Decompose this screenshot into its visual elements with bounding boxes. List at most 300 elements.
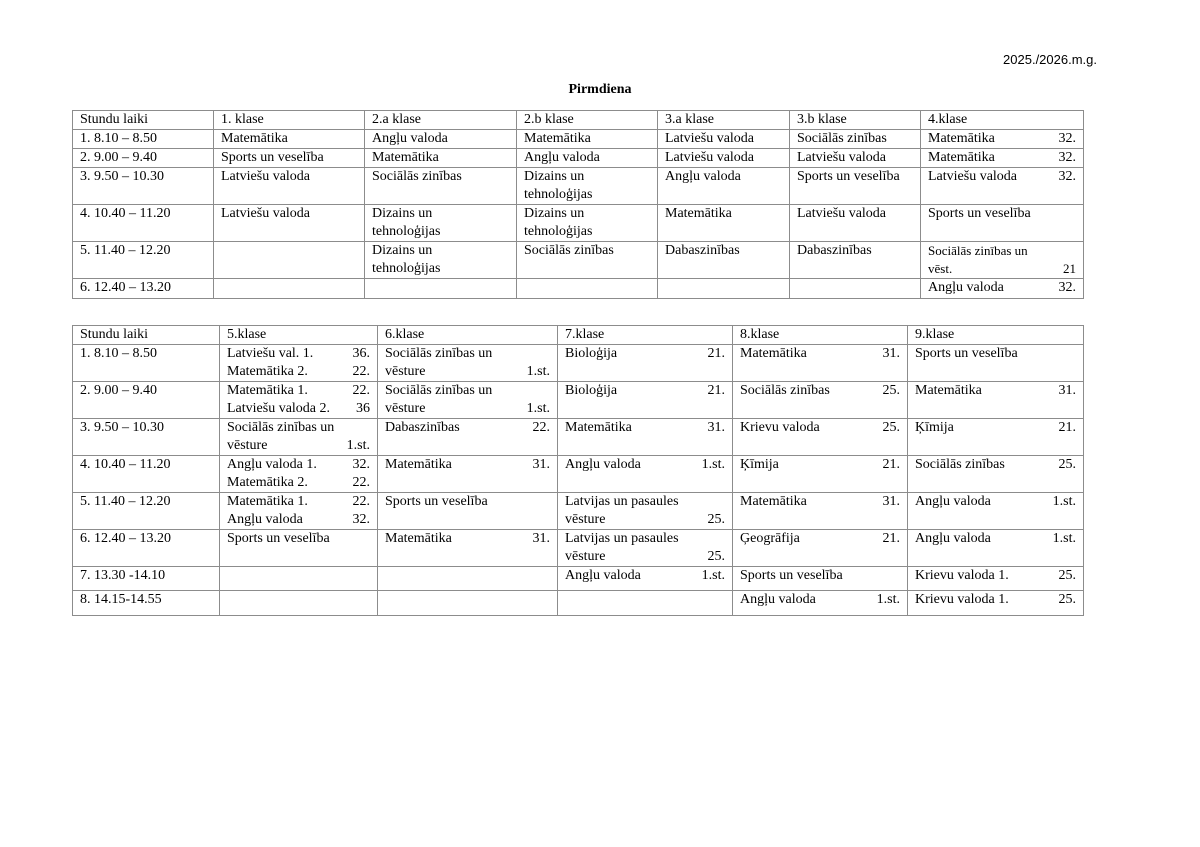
subject-text: 2.a klase — [372, 112, 421, 127]
column-header — [73, 111, 214, 130]
subject-text: 7. 13.30 -14.10 — [80, 568, 166, 583]
subject-text: Angļu valoda — [665, 169, 741, 184]
table-row — [73, 130, 1084, 149]
cell-line — [915, 530, 1076, 548]
room-number: 22. — [352, 475, 370, 490]
lesson-cell — [214, 205, 365, 242]
lesson-cell — [220, 345, 378, 382]
cell-line — [372, 223, 509, 241]
cell-line — [372, 260, 509, 278]
subject-text: Latviešu valoda — [221, 206, 311, 221]
lesson-cell — [658, 168, 790, 205]
lesson-cell — [517, 149, 658, 168]
cell-line — [80, 130, 206, 148]
lesson-cell — [517, 205, 658, 242]
lesson-cell — [908, 591, 1084, 616]
cell-line — [928, 242, 1076, 260]
lesson-cell — [733, 456, 908, 493]
cell-line — [565, 548, 725, 566]
lesson-time — [73, 205, 214, 242]
subject-text: Dizains un — [372, 206, 433, 221]
lesson-cell — [733, 530, 908, 567]
lesson-cell — [790, 130, 921, 149]
lesson-cell — [214, 130, 365, 149]
subject-text: vēsture — [227, 438, 268, 453]
room-number: 1.st. — [876, 592, 900, 607]
subject-text: 1. 8.10 – 8.50 — [80, 131, 157, 146]
subject-text: Sociālās zinības — [740, 383, 830, 398]
cell-line — [797, 205, 913, 223]
cell-line — [524, 111, 650, 129]
subject-text: Latvijas un pasaules — [565, 494, 679, 509]
lesson-cell — [790, 149, 921, 168]
lesson-time — [73, 168, 214, 205]
subject-text: Stundu laiki — [80, 327, 149, 342]
cell-line — [740, 591, 900, 609]
cell-line — [80, 279, 206, 297]
lesson-cell — [220, 591, 378, 616]
cell-line — [80, 567, 212, 585]
subject-text: tehnoloģijas — [524, 224, 593, 239]
table-row — [73, 382, 1084, 419]
subject-text: Sports un veselība — [915, 346, 1018, 361]
cell-line — [797, 242, 913, 260]
cell-line — [797, 149, 913, 167]
cell-line — [80, 456, 212, 474]
cell-line — [372, 242, 509, 260]
cell-line — [227, 437, 370, 455]
lesson-cell — [658, 149, 790, 168]
lesson-cell — [558, 345, 733, 382]
room-number: 32. — [352, 457, 370, 472]
cell-line — [740, 567, 900, 585]
cell-line — [915, 456, 1076, 474]
cell-line — [524, 205, 650, 223]
lesson-cell — [517, 242, 658, 279]
cell-line — [928, 279, 1076, 297]
room-number: 1.st. — [526, 364, 550, 379]
subject-text: 9.klase — [915, 327, 955, 342]
subject-text: vēst. — [928, 261, 953, 276]
lesson-time — [73, 149, 214, 168]
cell-line — [928, 260, 1076, 278]
subject-text: Matemātika — [385, 531, 452, 546]
cell-line — [524, 223, 650, 241]
cell-line — [524, 168, 650, 186]
lesson-cell — [790, 205, 921, 242]
cell-line — [221, 168, 357, 186]
cell-line — [80, 493, 212, 511]
cell-line — [565, 345, 725, 363]
subject-text: Sociālās zinības — [524, 243, 614, 258]
cell-line — [928, 205, 1076, 223]
subject-text: 1. klase — [221, 112, 264, 127]
subject-text: Latviešu valoda — [665, 150, 755, 165]
lesson-cell — [908, 456, 1084, 493]
column-header — [517, 111, 658, 130]
subject-text: Latviešu valoda — [928, 169, 1018, 184]
subject-text: Matemātika — [565, 420, 632, 435]
cell-line — [565, 419, 725, 437]
cell-line — [227, 400, 370, 418]
cell-line — [565, 456, 725, 474]
table-row — [73, 345, 1084, 382]
lesson-cell — [658, 279, 790, 299]
lesson-cell — [378, 493, 558, 530]
subject-text: Latviešu valoda — [221, 169, 311, 184]
column-header — [921, 111, 1084, 130]
lesson-cell — [558, 567, 733, 591]
subject-text: Bioloģija — [565, 346, 618, 361]
cell-line — [565, 493, 725, 511]
cell-line — [80, 345, 212, 363]
lesson-time — [73, 242, 214, 279]
lesson-cell — [220, 567, 378, 591]
room-number: 22. — [532, 420, 550, 435]
subject-text: Angļu valoda — [565, 568, 641, 583]
subject-text: 2. 9.00 – 9.40 — [80, 383, 157, 398]
subject-text: Angļu valoda — [227, 512, 303, 527]
lesson-cell — [558, 456, 733, 493]
cell-line — [385, 400, 550, 418]
cell-line — [797, 130, 913, 148]
lesson-time — [73, 567, 220, 591]
subject-text: 6.klase — [385, 327, 425, 342]
subject-text: 4. 10.40 – 11.20 — [80, 457, 171, 472]
lesson-cell — [214, 279, 365, 299]
cell-line — [221, 111, 357, 129]
subject-text: Sociālās zinības un — [227, 420, 335, 435]
cell-line — [524, 186, 650, 204]
subject-text: Sociālās zinības un — [385, 346, 493, 361]
cell-line — [227, 493, 370, 511]
cell-line — [385, 419, 550, 437]
subject-text: Matemātika 2. — [227, 364, 308, 379]
subject-text: Dizains un — [524, 206, 585, 221]
cell-line — [915, 382, 1076, 400]
cell-line — [915, 493, 1076, 511]
room-number: 1.st. — [701, 568, 725, 583]
subject-text: Krievu valoda — [740, 420, 820, 435]
cell-line — [740, 326, 900, 344]
cell-line — [80, 205, 206, 223]
subject-text: Latviešu val. 1. — [227, 346, 314, 361]
subject-text: Dizains un — [524, 169, 585, 184]
subject-text: Stundu laiki — [80, 112, 149, 127]
subject-text: 3. 9.50 – 10.30 — [80, 420, 164, 435]
subject-text: 2. 9.00 – 9.40 — [80, 150, 157, 165]
table-row — [73, 591, 1084, 616]
lesson-time — [73, 382, 220, 419]
subject-text: tehnoloģijas — [372, 224, 441, 239]
subject-text: Matemātika — [524, 131, 591, 146]
room-number: 21. — [707, 383, 725, 398]
lesson-cell — [921, 242, 1084, 279]
lesson-time — [73, 456, 220, 493]
room-number: 25. — [882, 420, 900, 435]
lesson-time — [73, 345, 220, 382]
table-row — [73, 530, 1084, 567]
cell-line — [80, 591, 212, 609]
subject-text: Angļu valoda — [565, 457, 641, 472]
lesson-cell — [733, 382, 908, 419]
cell-line — [227, 474, 370, 492]
cell-line — [797, 111, 913, 129]
subject-text: Matemātika 1. — [227, 494, 308, 509]
lesson-cell — [908, 567, 1084, 591]
cell-line — [524, 242, 650, 260]
subject-text: Angļu valoda — [372, 131, 448, 146]
cell-line — [385, 363, 550, 381]
lesson-cell — [733, 567, 908, 591]
lesson-cell — [220, 493, 378, 530]
subject-text: Matemātika — [665, 206, 732, 221]
lesson-cell — [365, 205, 517, 242]
subject-text: Angļu valoda — [928, 280, 1004, 295]
lesson-cell — [733, 345, 908, 382]
subject-text: 3. 9.50 – 10.30 — [80, 169, 164, 184]
subject-text: Matemātika — [740, 494, 807, 509]
subject-text: 3.b klase — [797, 112, 847, 127]
subject-text: Latviešu valoda — [797, 206, 887, 221]
lesson-cell — [378, 345, 558, 382]
room-number: 25. — [707, 512, 725, 527]
subject-text: Bioloģija — [565, 383, 618, 398]
header-row — [73, 326, 1084, 345]
subject-text: vēsture — [385, 401, 426, 416]
cell-line — [565, 530, 725, 548]
room-number: 32. — [1058, 169, 1076, 184]
cell-line — [385, 345, 550, 363]
lesson-cell — [558, 530, 733, 567]
cell-line — [80, 419, 212, 437]
subject-text: 6. 12.40 – 13.20 — [80, 531, 171, 546]
lesson-cell — [378, 591, 558, 616]
lesson-cell — [908, 382, 1084, 419]
subject-text: Angļu valoda — [740, 592, 816, 607]
table-row — [73, 279, 1084, 299]
room-number: 22. — [352, 364, 370, 379]
cell-line — [565, 511, 725, 529]
room-number: 31. — [532, 531, 550, 546]
subject-text: 4. 10.40 – 11.20 — [80, 206, 171, 221]
cell-line — [80, 530, 212, 548]
subject-text: Dabaszinības — [665, 243, 740, 258]
room-number: 32. — [352, 512, 370, 527]
room-number: 36 — [356, 401, 370, 416]
cell-line — [385, 456, 550, 474]
lesson-cell — [365, 149, 517, 168]
subject-text: Krievu valoda 1. — [915, 592, 1009, 607]
subject-text: Matemātika — [928, 131, 995, 146]
subject-text: Dabaszinības — [385, 420, 460, 435]
lesson-cell — [214, 242, 365, 279]
lesson-cell — [378, 530, 558, 567]
lesson-cell — [517, 130, 658, 149]
room-number: 31. — [1058, 383, 1076, 398]
subject-text: Sociālās zinības — [797, 131, 887, 146]
subject-text: tehnoloģijas — [524, 187, 593, 202]
subject-text: 5. 11.40 – 12.20 — [80, 243, 171, 258]
cell-line — [740, 382, 900, 400]
column-header — [658, 111, 790, 130]
lesson-cell — [733, 419, 908, 456]
room-number: 1.st. — [701, 457, 725, 472]
lesson-time — [73, 530, 220, 567]
room-number: 25. — [1058, 568, 1076, 583]
lesson-cell — [220, 419, 378, 456]
subject-text: Matemātika — [928, 150, 995, 165]
subject-text: Sports un veselība — [928, 206, 1031, 221]
room-number: 25. — [882, 383, 900, 398]
room-number: 1.st. — [346, 438, 370, 453]
cell-line — [524, 149, 650, 167]
cell-line — [915, 419, 1076, 437]
subject-text: Latvijas un pasaules — [565, 531, 679, 546]
cell-line — [740, 456, 900, 474]
lesson-time — [73, 591, 220, 616]
cell-line — [385, 382, 550, 400]
lesson-cell — [378, 419, 558, 456]
room-number: 22. — [352, 494, 370, 509]
cell-line — [565, 567, 725, 585]
column-header — [378, 326, 558, 345]
subject-text: 3.a klase — [665, 112, 714, 127]
subject-text: Sports un veselība — [797, 169, 900, 184]
lesson-cell — [220, 530, 378, 567]
lesson-cell — [365, 242, 517, 279]
lesson-cell — [558, 493, 733, 530]
timetable-grades-5-9 — [72, 325, 1084, 616]
lesson-cell — [921, 279, 1084, 299]
column-header — [365, 111, 517, 130]
lesson-cell — [378, 382, 558, 419]
room-number: 21. — [1058, 420, 1076, 435]
lesson-cell — [220, 382, 378, 419]
cell-line — [385, 530, 550, 548]
subject-text: Sports un veselība — [227, 531, 330, 546]
subject-text: vēsture — [565, 549, 606, 564]
subject-text: Angļu valoda — [915, 494, 991, 509]
column-header — [214, 111, 365, 130]
subject-text: vēsture — [565, 512, 606, 527]
subject-text: Latviešu valoda 2. — [227, 401, 331, 416]
subject-text: Latviešu valoda — [797, 150, 887, 165]
cell-line — [565, 326, 725, 344]
table-row — [73, 242, 1084, 279]
cell-line — [665, 149, 782, 167]
room-number: 32. — [1058, 280, 1076, 295]
cell-line — [928, 168, 1076, 186]
lesson-cell — [908, 493, 1084, 530]
lesson-cell — [921, 149, 1084, 168]
cell-line — [928, 149, 1076, 167]
subject-text: Sports un veselība — [385, 494, 488, 509]
lesson-cell — [558, 591, 733, 616]
subject-text: Sports un veselība — [740, 568, 843, 583]
room-number: 21. — [707, 346, 725, 361]
subject-text: Krievu valoda 1. — [915, 568, 1009, 583]
cell-line — [740, 493, 900, 511]
cell-line — [372, 111, 509, 129]
subject-text: Sociālās zinības un — [928, 243, 1028, 258]
room-number: 1.st. — [526, 401, 550, 416]
day-title: Pirmdiena — [568, 82, 632, 97]
subject-text: Sociālās zinības — [915, 457, 1005, 472]
subject-text: 8. 14.15-14.55 — [80, 592, 162, 607]
cell-line — [385, 493, 550, 511]
subject-text: Sociālās zinības — [372, 169, 462, 184]
subject-text: tehnoloģijas — [372, 261, 441, 276]
cell-line — [915, 567, 1076, 585]
cell-line — [80, 149, 206, 167]
subject-text: Matemātika — [385, 457, 452, 472]
subject-text: Angļu valoda — [915, 531, 991, 546]
room-number: 36. — [352, 346, 370, 361]
cell-line — [227, 363, 370, 381]
room-number: 1.st. — [1052, 531, 1076, 546]
subject-text: Ķīmija — [740, 457, 779, 472]
cell-line — [227, 326, 370, 344]
column-header — [908, 326, 1084, 345]
lesson-cell — [921, 205, 1084, 242]
column-header — [558, 326, 733, 345]
cell-line — [221, 205, 357, 223]
lesson-cell — [558, 382, 733, 419]
room-number: 21 — [1063, 261, 1076, 276]
lesson-cell — [517, 279, 658, 299]
table-row — [73, 493, 1084, 530]
subject-text: 5.klase — [227, 327, 267, 342]
room-number: 1.st. — [1052, 494, 1076, 509]
lesson-cell — [921, 130, 1084, 149]
room-number: 21. — [882, 457, 900, 472]
lesson-cell — [658, 205, 790, 242]
lesson-cell — [908, 419, 1084, 456]
cell-line — [227, 345, 370, 363]
room-number: 25. — [707, 549, 725, 564]
lesson-cell — [378, 567, 558, 591]
cell-line — [797, 168, 913, 186]
lesson-cell — [658, 130, 790, 149]
subject-text: Sports un veselība — [221, 150, 324, 165]
column-header — [790, 111, 921, 130]
column-header — [73, 326, 220, 345]
room-number: 31. — [707, 420, 725, 435]
cell-line — [227, 419, 370, 437]
subject-text: Sociālās zinības un — [385, 383, 493, 398]
cell-line — [80, 382, 212, 400]
subject-text: Dabaszinības — [797, 243, 872, 258]
table-row — [73, 149, 1084, 168]
cell-line — [665, 205, 782, 223]
table-row — [73, 168, 1084, 205]
subject-text: Ķīmija — [915, 420, 954, 435]
cell-line — [740, 345, 900, 363]
subject-text: Angļu valoda 1. — [227, 457, 317, 472]
subject-text: 1. 8.10 – 8.50 — [80, 346, 157, 361]
school-year-label: 2025./2026.m.g. — [1003, 52, 1097, 67]
cell-line — [928, 130, 1076, 148]
column-header — [220, 326, 378, 345]
subject-text: Angļu valoda — [524, 150, 600, 165]
room-number: 31. — [882, 494, 900, 509]
lesson-time — [73, 493, 220, 530]
lesson-time — [73, 279, 214, 299]
room-number: 21. — [882, 531, 900, 546]
cell-line — [372, 205, 509, 223]
cell-line — [221, 149, 357, 167]
